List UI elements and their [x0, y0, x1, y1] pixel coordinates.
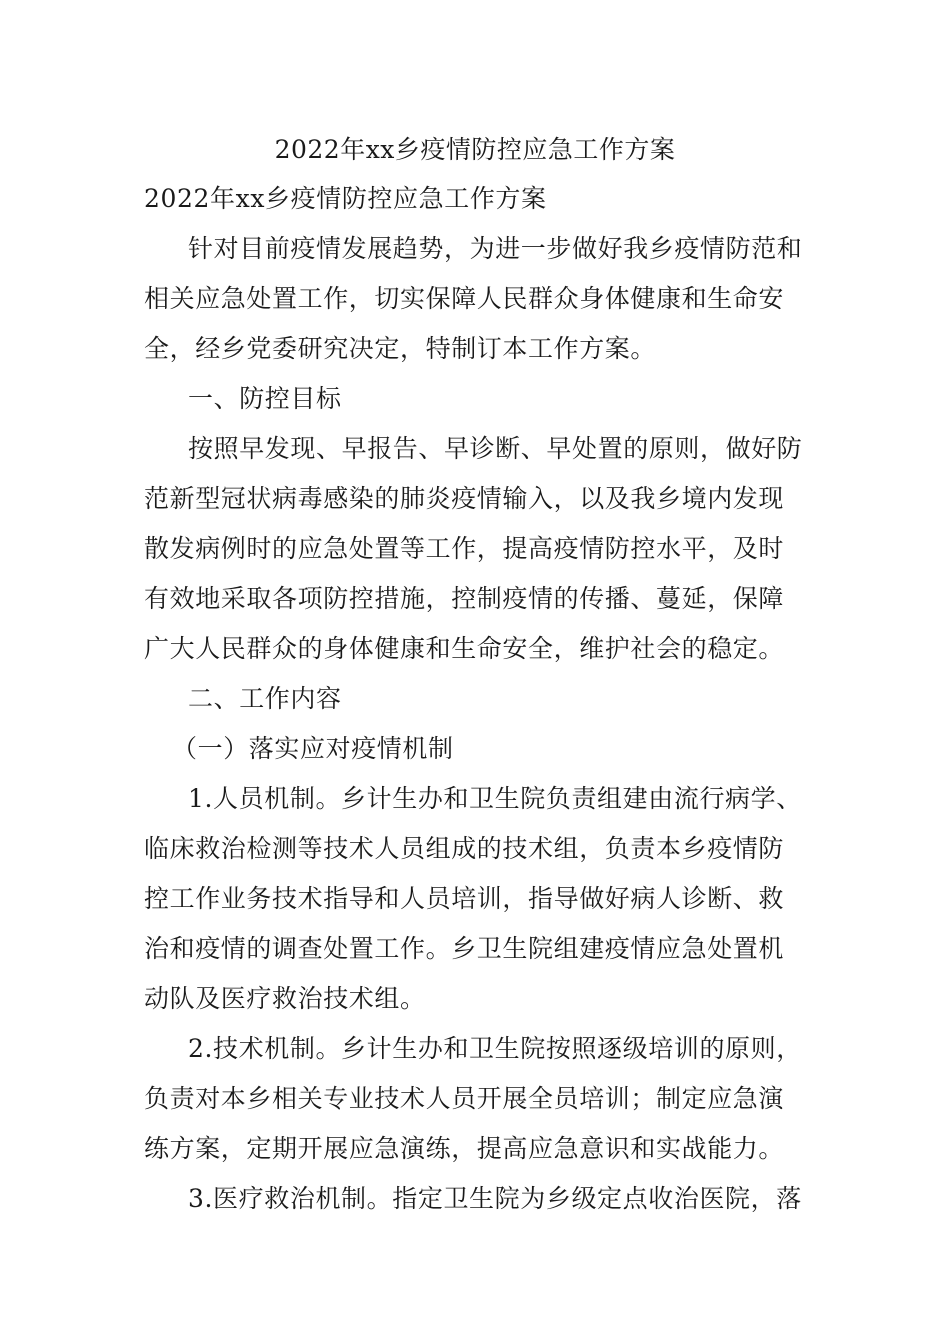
paragraph-line: 散发病例时的应急处置等工作，提高疫情防控水平，及时 — [144, 534, 785, 563]
subtitle-line: 2022年xx乡疫情防控应急工作方案 — [144, 184, 547, 213]
paragraph-line: 全，经乡党委研究决定，特制订本工作方案。 — [144, 334, 657, 363]
paragraph-line: 有效地采取各项防控措施，控制疫情的传播、蔓延，保障 — [144, 584, 785, 613]
paragraph-line: 相关应急处置工作，切实保障人民群众身体健康和生命安 — [144, 284, 785, 313]
paragraph-line: 治和疫情的调查处置工作。乡卫生院组建疫情应急处置机 — [144, 934, 785, 963]
paragraph-line: 3.医疗救治机制。指定卫生院为乡级定点收治医院，落 — [188, 1184, 802, 1213]
paragraph-line: 针对目前疫情发展趋势，为进一步做好我乡疫情防范和 — [188, 234, 803, 263]
paragraph-line: 控工作业务技术指导和人员培训，指导做好病人诊断、救 — [144, 884, 785, 913]
paragraph-line: 按照早发现、早报告、早诊断、早处置的原则，做好防 — [188, 434, 803, 463]
paragraph-line: 广大人民群众的身体健康和生命安全，维护社会的稳定。 — [144, 634, 785, 663]
section-heading: 二、工作内容 — [188, 684, 342, 713]
paragraph-line: 1.人员机制。乡计生办和卫生院负责组建由流行病学、 — [188, 784, 802, 813]
paragraph-line: 范新型冠状病毒感染的肺炎疫情输入，以及我乡境内发现 — [144, 484, 785, 513]
section-heading: 一、防控目标 — [188, 384, 342, 413]
document-body — [144, 182, 816, 1232]
paragraph-line: 负责对本乡相关专业技术人员开展全员培训；制定应急演 — [144, 1084, 785, 1113]
paragraph-line: 练方案，定期开展应急演练，提高应急意识和实战能力。 — [144, 1134, 785, 1163]
subsection-heading: （一）落实应对疫情机制 — [172, 734, 454, 763]
paragraph-line: 2.技术机制。乡计生办和卫生院按照逐级培训的原则， — [188, 1034, 802, 1063]
document-title: 2022年xx乡疫情防控应急工作方案 — [274, 135, 676, 164]
paragraph-line: 临床救治检测等技术人员组成的技术组，负责本乡疫情防 — [144, 834, 785, 863]
paragraph-line: 动队及医疗救治技术组。 — [144, 984, 426, 1013]
